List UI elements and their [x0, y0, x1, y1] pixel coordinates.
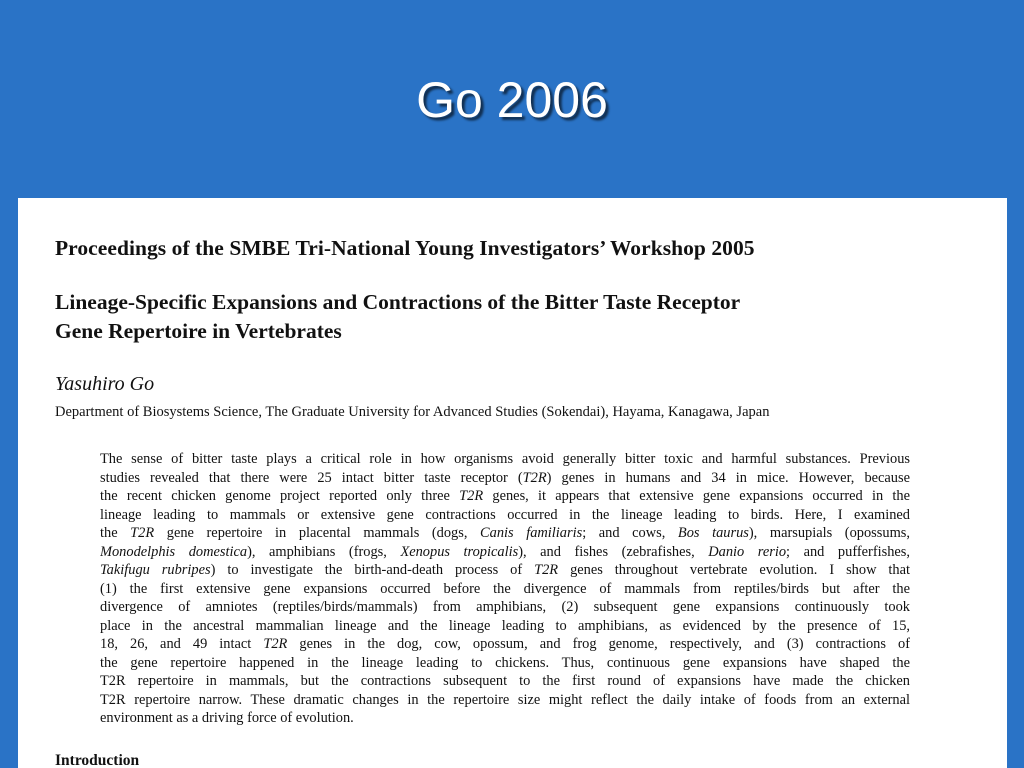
abstract-line [100, 598, 910, 617]
abstract-text: genes, it appears that extensive gene expansions occurred in the [483, 488, 910, 504]
abstract-text: ), marsupials (opossums, [748, 525, 910, 541]
abstract-text: The sense of bitter taste plays a critical role in how organisms avoid generally bitter toxic and harmful substances. Previous [100, 451, 910, 467]
abstract-line [100, 691, 910, 710]
abstract-line [100, 543, 910, 562]
article-title [55, 288, 955, 346]
abstract-text: divergence of amniotes (reptiles/birds/mammals) from amphibians, (2) subsequent gene expansions continuously took [100, 599, 910, 615]
abstract-text: place in the ancestral mammalian lineage and the lineage leading to amphibians, as evidenced by the presence of 15, [100, 617, 910, 634]
abstract-text: the gene repertoire happened in the lineage leading to chickens. Thus, continuous gene expansions have shaped the [100, 654, 910, 671]
author-affiliation: Department of Biosystems Science, The Graduate University for Advanced Studies (Sokendai), Hayama, Kanagawa, Japan [55, 404, 770, 420]
abstract-italic-text: Monodelphis domestica [100, 543, 248, 560]
abstract-italic-text: T2R [459, 488, 484, 504]
abstract-line [100, 709, 910, 728]
abstract-italic-text: T2R [534, 562, 559, 578]
abstract-italic-text: T2R [263, 636, 288, 652]
paper-excerpt [18, 198, 1007, 768]
abstract-line [100, 561, 910, 580]
article-title-line: Lineage-Specific Expansions and Contractions of the Bitter Taste Receptor [55, 290, 741, 314]
abstract-line [100, 506, 910, 525]
abstract-text: 18, 26, and 49 intact [100, 636, 264, 652]
abstract-italic-text: Canis familiaris [480, 525, 583, 541]
abstract-text: ), amphibians (frogs, [247, 543, 401, 560]
abstract-line [100, 654, 910, 673]
slide-title: Go 2006 [416, 72, 608, 128]
proceedings-heading: Proceedings of the SMBE Tri-National Young Investigators’ Workshop 2005 [55, 236, 755, 260]
abstract-text: the [100, 525, 131, 541]
abstract-text: gene repertoire in placental mammals (dogs, [154, 525, 481, 541]
abstract-line [100, 487, 910, 506]
abstract-text: (1) the first extensive gene expansions occurred before the divergence of mammals from reptiles/birds but after the [100, 580, 910, 597]
abstract-italic-text: T2R [522, 469, 547, 486]
abstract-line [100, 635, 910, 654]
abstract-text: genes throughout vertebrate evolution. I show that [558, 562, 910, 578]
abstract-line [100, 450, 910, 469]
abstract-line [100, 672, 910, 691]
abstract-text: T2R repertoire in mammals, but the contractions subsequent to the first round of expansions have made the chicken [100, 673, 910, 689]
section-heading-introduction: Introduction [55, 752, 140, 768]
abstract-line [100, 617, 910, 636]
abstract-italic-text: Xenopus tropicalis [400, 543, 519, 560]
abstract-italic-text: Bos taurus [677, 525, 749, 541]
abstract-line [100, 524, 910, 543]
abstract [100, 450, 910, 728]
abstract-line [100, 469, 910, 488]
abstract-text: lineage leading to mammals or extensive gene contractions occurred in the lineage leading to birds. Here, I examined [100, 506, 910, 523]
author-name: Yasuhiro Go [55, 373, 155, 395]
abstract-line [100, 580, 910, 599]
abstract-text: ; and cows, [582, 525, 678, 541]
abstract-text: environment as a driving force of evolution. [100, 710, 354, 726]
abstract-text: ) genes in humans and 34 in mice. However, because [546, 469, 910, 486]
abstract-text: ; and pufferfishes, [786, 543, 910, 560]
abstract-text: genes in the dog, cow, opossum, and frog genome, respectively, and (3) contractions of [287, 636, 910, 652]
abstract-text: the recent chicken genome project reported only three [100, 488, 460, 504]
abstract-text: ), and fishes (zebrafishes, [518, 543, 709, 560]
abstract-italic-text: T2R [130, 525, 155, 541]
abstract-text: studies revealed that there were 25 intact bitter taste receptor ( [100, 469, 523, 486]
abstract-text: ) to investigate the birth-and-death process of [210, 562, 535, 578]
article-title-line: Gene Repertoire in Vertebrates [55, 319, 342, 343]
abstract-italic-text: Danio rerio [708, 543, 787, 560]
abstract-italic-text: Takifugu rubripes [100, 562, 211, 578]
abstract-text: T2R repertoire narrow. These dramatic changes in the repertoire size might reflect the daily intake of foods from an external [100, 691, 910, 708]
